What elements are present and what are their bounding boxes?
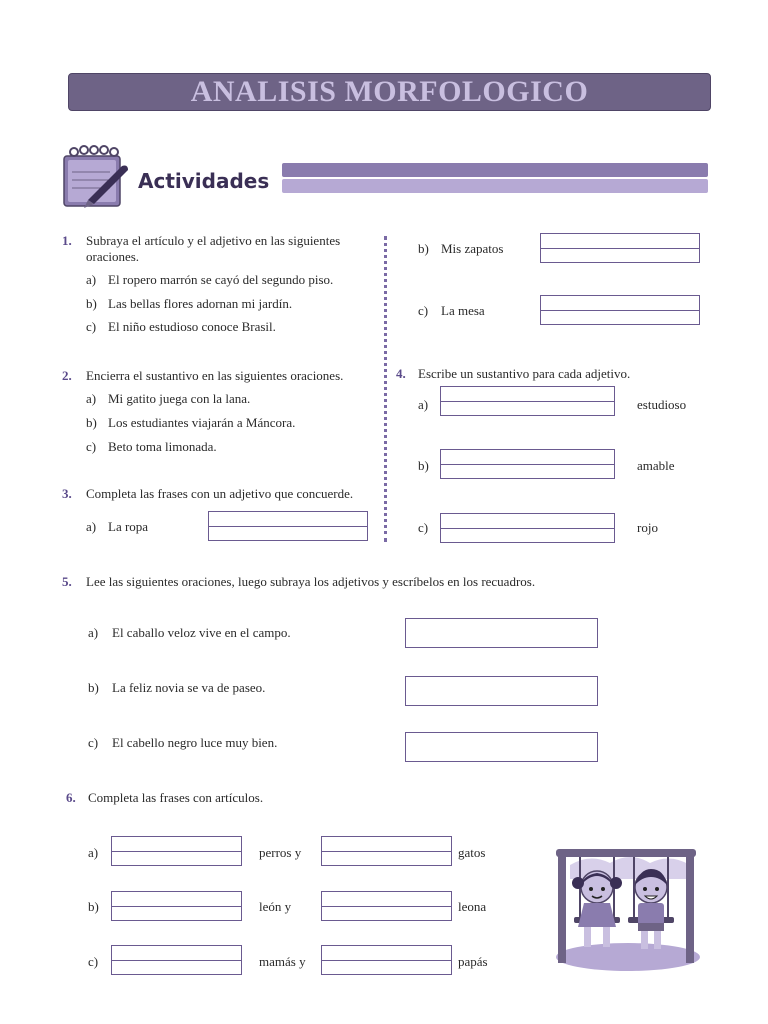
exercise3-item-c-letter: c) (418, 303, 429, 318)
exercise3-number: 3. (62, 486, 72, 501)
exercise6-answer-c2[interactable] (321, 945, 452, 975)
exercise5-answer-b[interactable] (405, 676, 598, 706)
exercise6-item-a-end: gatos (458, 845, 486, 860)
exercise1-number: 1. (62, 233, 72, 248)
exercise2-item-b-letter: b) (86, 415, 97, 430)
exercise1-item-a-letter: a) (86, 272, 97, 287)
page-title: ANALISIS MORFOLOGICO (190, 75, 589, 108)
exercise6-item-a-letter: a) (88, 845, 99, 860)
exercise6-item-c-end: papás (458, 954, 488, 969)
exercise4-item-a-letter: a) (418, 397, 429, 412)
exercise4-instruction: Escribe un sustantivo para cada adjetivo. (418, 366, 631, 381)
exercise3-answer-a[interactable] (208, 511, 368, 541)
exercise1-item-c-text: El niño estudioso conoce Brasil. (108, 319, 276, 334)
exercise4-item-b-letter: b) (418, 458, 429, 473)
exercise2-item-c-letter: c) (86, 439, 97, 454)
exercise2-item-c-text: Beto toma limonada. (108, 439, 217, 454)
exercise5-item-a-letter: a) (88, 625, 99, 640)
exercise5-answer-c[interactable] (405, 732, 598, 762)
exercise6-answer-b2[interactable] (321, 891, 452, 921)
section-label: Actividades (138, 169, 270, 193)
exercise3-item-b-letter: b) (418, 241, 429, 256)
exercise4-answer-b[interactable] (440, 449, 615, 479)
exercise4-answer-c[interactable] (440, 513, 615, 543)
exercise6-item-c-middle: mamás y (259, 954, 306, 969)
exercise5-item-a-text: El caballo veloz vive en el campo. (112, 625, 291, 640)
column-divider (384, 236, 387, 542)
exercise5-item-b-text: La feliz novia se va de paseo. (112, 680, 266, 695)
exercise1-item-c-letter: c) (86, 319, 97, 334)
exercise1-item-b-letter: b) (86, 296, 97, 311)
exercise6-answer-a1[interactable] (111, 836, 242, 866)
exercise5-item-b-letter: b) (88, 680, 99, 695)
exercise6-answer-a2[interactable] (321, 836, 452, 866)
exercise2-item-b-text: Los estudiantes viajarán a Máncora. (108, 415, 296, 430)
exercise6-item-b-middle: león y (259, 899, 292, 914)
exercise4-answer-a[interactable] (440, 386, 615, 416)
exercise3-answer-c[interactable] (540, 295, 700, 325)
exercise6-instruction: Completa las frases con artículos. (88, 790, 264, 805)
exercise3-item-a-letter: a) (86, 519, 97, 534)
exercise3-instruction: Completa las frases con un adjetivo que concuerde. (86, 486, 354, 501)
exercise6-answer-c1[interactable] (111, 945, 242, 975)
title-banner (68, 73, 711, 111)
exercise4-item-a-text: estudioso (637, 397, 687, 412)
kids-on-swing-illustration (550, 845, 702, 973)
exercise4-number: 4. (396, 366, 406, 381)
exercise5-item-c-letter: c) (88, 735, 99, 750)
exercise6-number: 6. (66, 790, 76, 805)
exercise3-item-a-text: La ropa (108, 519, 149, 534)
notebook-pen-icon (60, 142, 132, 210)
exercise6-item-b-letter: b) (88, 899, 99, 914)
exercise6-answer-b1[interactable] (111, 891, 242, 921)
exercise2-item-a-text: Mi gatito juega con la lana. (108, 391, 251, 406)
exercise3-answer-b[interactable] (540, 233, 700, 263)
exercise6-item-a-middle: perros y (259, 845, 302, 860)
exercise2-item-a-letter: a) (86, 391, 97, 406)
exercise2-number: 2. (62, 368, 72, 383)
exercise2-instruction: Encierra el sustantivo en las siguientes oraciones. (86, 368, 344, 383)
exercise4-item-c-text: rojo (637, 520, 658, 535)
exercise5-item-c-text: El cabello negro luce muy bien. (112, 735, 278, 750)
exercise6-item-c-letter: c) (88, 954, 99, 969)
exercise1-item-a-text: El ropero marrón se cayó del segundo piso. (108, 272, 334, 287)
exercise1-item-b-text: Las bellas flores adornan mi jardín. (108, 296, 293, 311)
exercise1-instruction-line1: Subraya el artículo y el adjetivo en las siguientes (86, 233, 341, 248)
exercise4-item-c-letter: c) (418, 520, 429, 535)
exercise4-item-b-text: amable (637, 458, 675, 473)
exercise6-item-b-end: leona (458, 899, 487, 914)
exercise3-item-b-text: Mis zapatos (441, 241, 504, 256)
exercise5-answer-a[interactable] (405, 618, 598, 648)
exercise1-instruction-line2: oraciones. (86, 249, 140, 264)
section-bar-bottom (282, 179, 708, 193)
exercise3-item-c-text: La mesa (441, 303, 485, 318)
exercise5-instruction: Lee las siguientes oraciones, luego subraya los adjetivos y escríbelos en los recuadros. (86, 574, 536, 589)
section-bar-top (282, 163, 708, 177)
exercise5-number: 5. (62, 574, 72, 589)
